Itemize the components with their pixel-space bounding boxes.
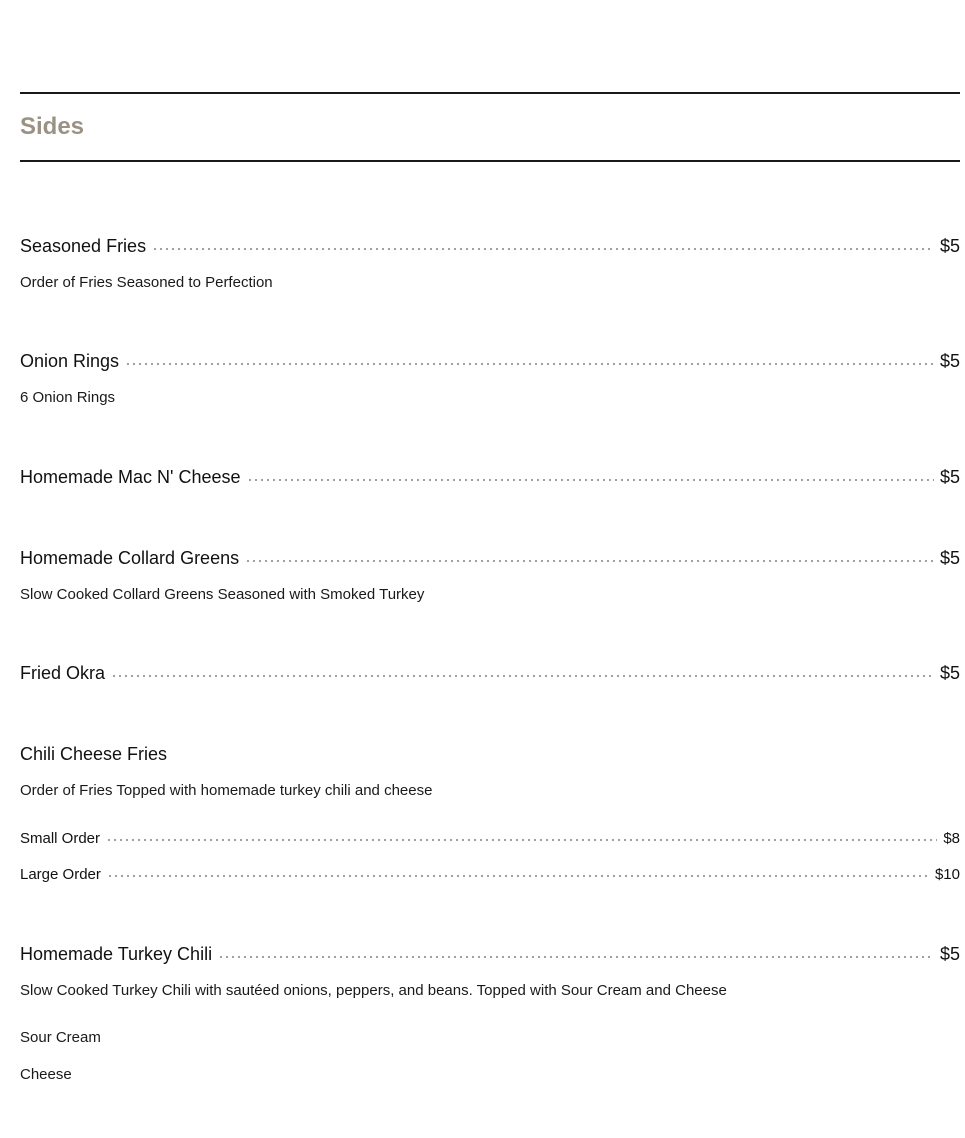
item-price: $5: [939, 236, 960, 256]
item-description: Order of Fries Topped with homemade turkey chili and cheese: [20, 782, 433, 799]
menu-item-mac-n-cheese[interactable]: [20, 465, 960, 489]
menu-item-fried-okra[interactable]: [20, 661, 960, 685]
item-name: Seasoned Fries: [20, 236, 147, 256]
option-label: Large Order: [20, 866, 101, 883]
item-price: $5: [939, 548, 960, 568]
dot-leader: [107, 874, 929, 878]
option-small-order[interactable]: [20, 829, 960, 849]
item-price: $5: [939, 467, 960, 487]
section-bottom-rule: [20, 160, 960, 162]
menu-item-collard-greens[interactable]: [20, 546, 960, 570]
dot-leader: [245, 559, 934, 563]
item-price: $5: [939, 351, 960, 371]
dot-leader: [111, 674, 934, 678]
menu-item-turkey-chili[interactable]: [20, 942, 960, 966]
item-description: Order of Fries Seasoned to Perfection: [20, 274, 273, 291]
item-name: Homemade Mac N' Cheese: [20, 467, 241, 487]
dot-leader: [218, 955, 934, 959]
menu-item-seasoned-fries[interactable]: [20, 234, 960, 258]
option-label: Small Order: [20, 830, 101, 847]
dot-leader: [125, 362, 934, 366]
section-top-rule: [20, 92, 960, 94]
item-price: $5: [939, 944, 960, 964]
menu-item-chili-cheese-fries[interactable]: Chili Cheese Fries: [20, 744, 168, 764]
dot-leader: [152, 247, 934, 251]
dot-leader: [106, 838, 937, 842]
section-title: Sides: [20, 113, 85, 140]
dot-leader: [247, 478, 934, 482]
item-description: Slow Cooked Collard Greens Seasoned with Smoked Turkey: [20, 586, 425, 603]
addon-sour-cream[interactable]: Sour Cream: [20, 1029, 101, 1046]
item-name: Onion Rings: [20, 351, 120, 371]
item-description: Slow Cooked Turkey Chili with sautéed onions, peppers, and beans. Topped with Sour Cream and Cheese: [20, 982, 727, 999]
option-price: $8: [943, 830, 960, 847]
item-name: Homemade Turkey Chili: [20, 944, 213, 964]
option-price: $10: [934, 866, 960, 883]
item-price: $5: [939, 663, 960, 683]
item-name: Fried Okra: [20, 663, 106, 683]
addon-cheese[interactable]: Cheese: [20, 1066, 72, 1083]
item-name: Homemade Collard Greens: [20, 548, 240, 568]
menu-item-onion-rings[interactable]: [20, 349, 960, 373]
option-large-order[interactable]: [20, 865, 960, 885]
item-description: 6 Onion Rings: [20, 389, 116, 406]
